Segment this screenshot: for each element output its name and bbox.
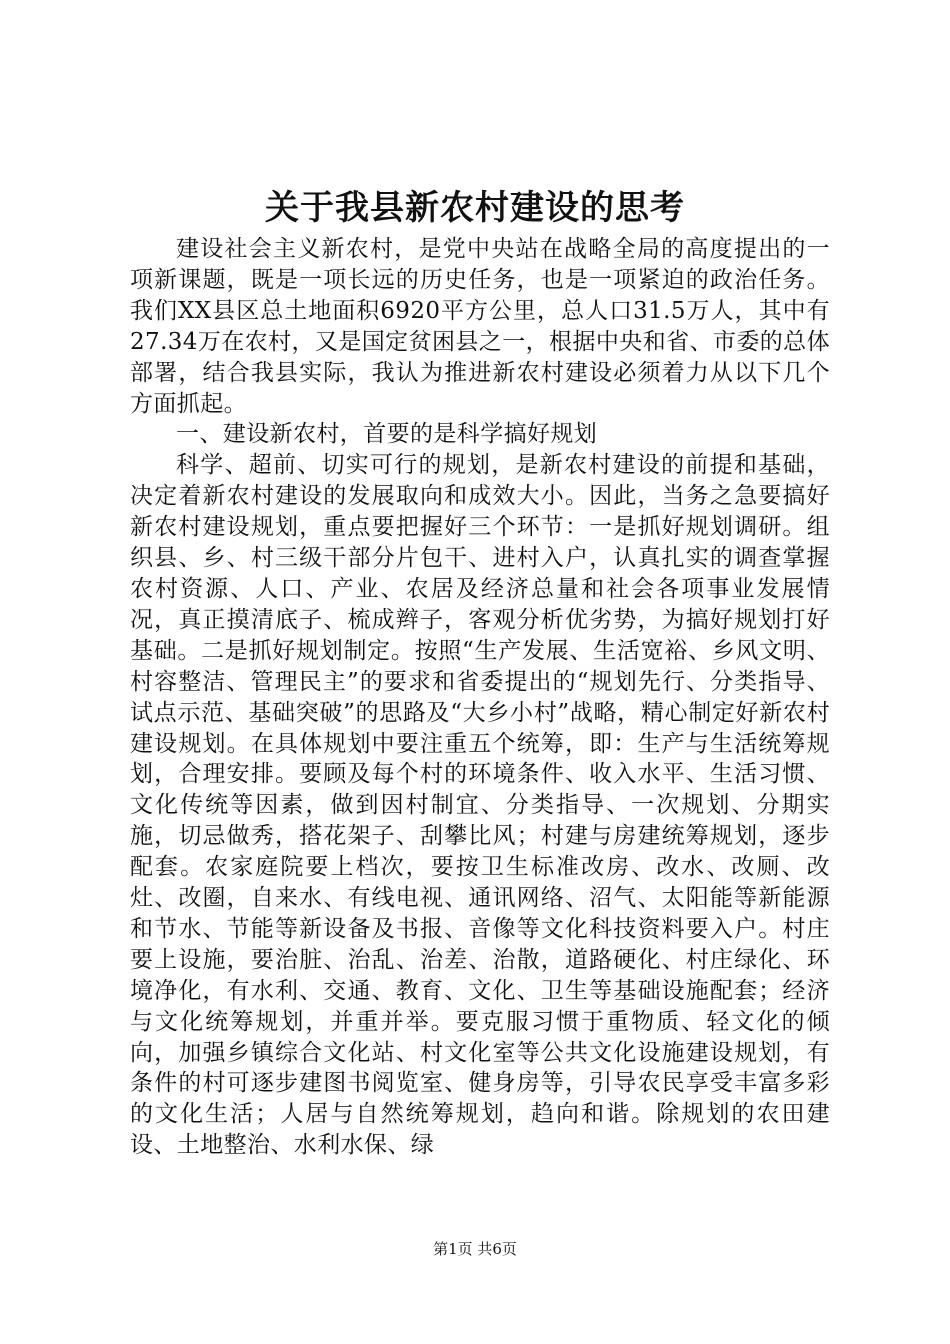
document-body bbox=[130, 234, 830, 1161]
paragraph-intro: 建设社会主义新农村，是党中央站在战略全局的高度提出的一项新课题，既是一项长远的历史任务，也是一项紧迫的政治任务。我们XX县区总土地面积6920平方公里，总人口31.5万人，其中有27.34万在农村，又是国定贫困县之一，根据中央和省、市委的总体部署，结合我县实际，我认为推进新农村建设必须着力从以下几个方面抓起。 bbox=[130, 236, 830, 417]
section-heading-1: 一、建设新农村，首要的是科学搞好规划 bbox=[176, 421, 598, 448]
document-title: 关于我县新农村建设的思考 bbox=[265, 188, 685, 228]
paragraph-planning: 科学、超前、切实可行的规划，是新农村建设的前提和基础，决定着新农村建设的发展取向和成效大小。因此，当务之急要搞好新农村建设规划，重点要把握好三个环节：一是抓好规划调研。组织县、乡、村三级干部分片包干、进村入户，认真扎实的调查掌握农村资源、人口、产业、农居及经济总量和社会各项事业发展情况，真正摸清底子、梳成辫子，客观分析优劣势，为搞好规划打好基础。二是抓好规划制定。按照“生产发展、生活宽裕、乡风文明、村容整洁、管理民主”的要求和省委提出的“规划先行、分类指导、试点示范、基础突破”的思路及“大乡小村”战略，精心制定好新农村建设规划。在具体规划中要注重五个统筹，即：生产与生活统筹规划，合理安排。要顾及每个村的环境条件、收入水平、生活习惯、文化传统等因素，做到因村制宜、分类指导、一次规划、分期实施，切忌做秀，搭花架子、刮攀比风；村建与房建统筹规划，逐步配套。农家庭院要上档次，要按卫生标准改房、改水、改厕、改灶、改圈，自来水、有线电视、通讯网络、沼气、太阳能等新能源和节水、节能等新设备及书报、音像等文化科技资料要入户。村庄要上设施，要治脏、治乱、治差、治散，道路硬化、村庄绿化、环境净化，有水利、交通、教育、文化、卫生等基础设施配套；经济与文化统筹规划，并重并举。要克服习惯于重物质、轻文化的倾向，加强乡镇综合文化站、村文化室等公共文化设施建设规划，有条件的村可逐步建图书阅览室、健身房等，引导农民享受丰富多彩的文化生活；人居与自然统筹规划，趋向和谐。除规划的农田建设、土地整治、水利水保、绿 bbox=[130, 452, 830, 1159]
page-footer: 第1页 共6页 bbox=[433, 1240, 517, 1258]
